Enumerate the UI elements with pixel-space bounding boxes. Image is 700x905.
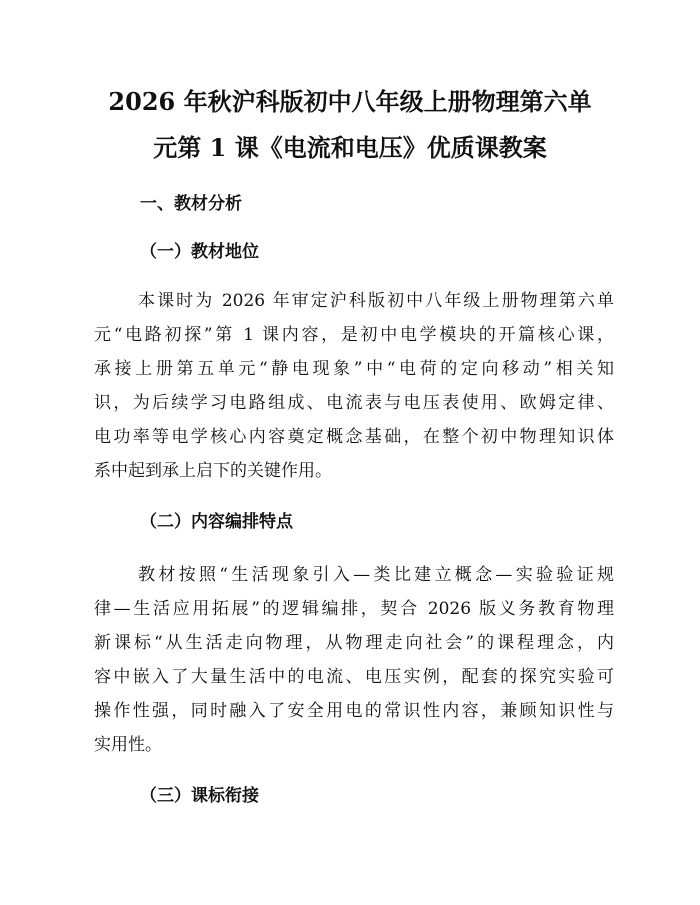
paragraph-line: 律—生活应用拓展”的逻辑编排，契合 2026 版义务教育物理 — [94, 599, 614, 619]
paragraph-line: 承接上册第五单元“静电现象”中“电荷的定向移动”相关知 — [94, 359, 614, 379]
document-title-line-1: 2026 年秋沪科版初中八年级上册物理第六单 — [108, 87, 592, 116]
paragraph-line: 本课时为 2026 年审定沪科版初中八年级上册物理第六单 — [138, 291, 614, 311]
section-heading-textbook-analysis: 一、教材分析 — [140, 194, 242, 214]
paragraph-textbook-position — [94, 284, 614, 488]
paragraph-line: 系中起到承上启下的关键作用。 — [94, 461, 332, 481]
paragraph-line: 电功率等电学核心内容奠定概念基础，在整个初中物理知识体 — [94, 427, 614, 447]
document-title-line-2: 元第 1 课《电流和电压》优质课教案 — [153, 133, 547, 162]
paragraph-line: 操作性强，同时融入了安全用电的常识性内容，兼顾知识性与 — [94, 701, 614, 721]
paragraph-content-arrangement — [94, 558, 614, 762]
paragraph-line: 元“电路初探”第 1 课内容，是初中电学模块的开篇核心课， — [94, 325, 614, 345]
paragraph-line: 教材按照“生活现象引入—类比建立概念—实验验证规 — [138, 565, 614, 585]
paragraph-line: 新课标“从生活走向物理，从物理走向社会”的课程理念，内 — [94, 633, 614, 653]
paragraph-line: 实用性。 — [94, 735, 162, 755]
subsection-heading-curriculum-alignment: （三）课标衔接 — [140, 786, 259, 806]
subsection-heading-content-arrangement: （二）内容编排特点 — [140, 512, 293, 532]
subsection-heading-textbook-position: （一）教材地位 — [140, 242, 259, 262]
paragraph-line: 识，为后续学习电路组成、电流表与电压表使用、欧姆定律、 — [94, 393, 614, 413]
paragraph-line: 容中嵌入了大量生活中的电流、电压实例，配套的探究实验可 — [94, 667, 614, 687]
